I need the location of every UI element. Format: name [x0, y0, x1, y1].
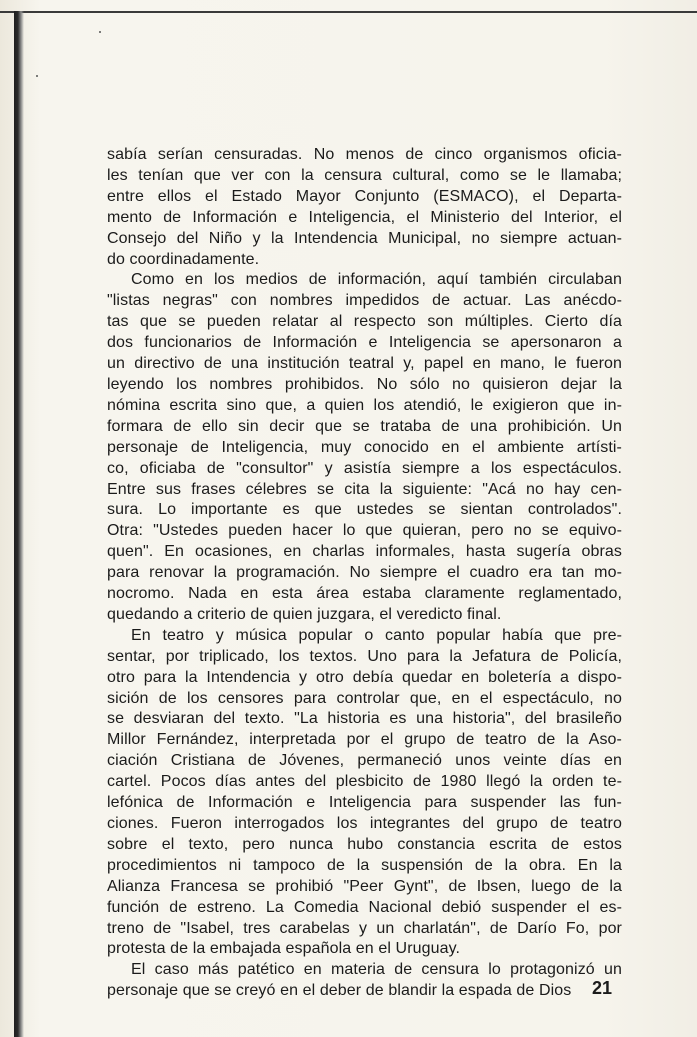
text-line: procedimientos ni tampoco de la suspensión de la obra. En la [107, 856, 622, 874]
body-text [107, 145, 622, 1002]
text-line: para renovar la programación. No siempre el cuadro era tan mo- [107, 564, 622, 582]
print-speck [99, 31, 101, 33]
text-line: En teatro y música popular o canto popular había que pre- [131, 626, 622, 644]
text-line: un directivo de una institución teatral y, papel en mano, le fueron [107, 355, 622, 373]
print-speck [36, 75, 38, 77]
text-line: Entre sus frases célebres se cita la siguiente: "Acá no hay cen- [107, 480, 622, 498]
text-line: nocromo. Nada en esta área estaba claramente reglamentado, [107, 585, 622, 603]
text-line: función de estreno. La Comedia Nacional debió suspender el es- [107, 898, 622, 916]
text-line: ciones. Fueron interrogados los integrantes del grupo de teatro [107, 815, 622, 832]
text-line: Como en los medios de información, aquí también circulaban [131, 271, 622, 289]
text-line: treno de "Isabel, tres carabelas y un charlatán", de Darío Fo, por [107, 919, 622, 937]
text-line: Millor Fernández, interpretada por el grupo de teatro de la Aso- [107, 731, 622, 749]
text-line: sición de los censores para controlar que, en el espectáculo, no [107, 689, 622, 707]
text-line: entre ellos el Estado Mayor Conjunto (ESMACO), el Departa- [107, 187, 622, 205]
paragraph [107, 960, 622, 1002]
text-line: formara de ello sin decir que se trataba de una prohibición. Un [107, 417, 622, 435]
text-line: les tenían que ver con la censura cultural, como se le llamaba; [107, 166, 622, 184]
top-edge-rule [0, 11, 697, 13]
text-line: ciación Cristiana de Jóvenes, permaneció unos veinte días en [107, 752, 622, 770]
text-line: quedando a criterio de quien juzgara, el veredicto final. [107, 605, 502, 623]
text-line: sobre el texto, pero nunca hubo constancia escrita de estos [107, 835, 622, 853]
paragraph [107, 626, 622, 961]
text-line: sentar, por triplicado, los textos. Uno para la Jefatura de Policía, [107, 647, 622, 665]
text-line: quen". En ocasiones, en charlas informales, hasta sugería obras [107, 543, 622, 561]
text-line: Otra: "Ustedes pueden hacer lo que quieran, pero no se equivo- [107, 522, 622, 540]
text-line: do coordinadamente. [107, 250, 260, 268]
text-line: cartel. Pocos días antes del plesbicito de 1980 llegó la orden te- [107, 773, 622, 791]
text-line: protesta de la embajada española en el Uruguay. [107, 940, 461, 958]
text-line: dos funcionarios de Información e Inteligencia se apersonaron a [107, 334, 622, 352]
text-line: mento de Información e Inteligencia, el Ministerio del Interior, el [107, 208, 622, 226]
text-line: sura. Lo importante es que ustedes se sientan controlados". [107, 501, 622, 519]
text-line: nómina escrita sino que, a quien los atendió, le exigieron que in- [107, 396, 622, 414]
text-line: sabía serían censuradas. No menos de cinco organismos oficia- [107, 146, 622, 163]
text-line: Consejo del Niño y la Intendencia Municipal, no siempre actuan- [107, 229, 622, 247]
text-line: otro para la Intendencia y otro debía quedar en boletería a dispo- [107, 668, 622, 686]
text-line: personaje que se creyó en el deber de blandir la espada de Dios [107, 982, 572, 1000]
text-line: tas que se pueden relatar al respecto son múltiples. Cierto día [107, 313, 622, 331]
paragraph [107, 145, 622, 270]
text-line: Alianza Francesa se prohibió "Peer Gynt", de Ibsen, luego de la [107, 877, 622, 895]
text-line: lefónica de Información e Inteligencia para suspender las fun- [107, 794, 622, 812]
text-line: co, oficiaba de "consultor" y asistía siempre a los espectáculos. [107, 459, 622, 477]
paragraph [107, 270, 622, 625]
page-number: 21 [592, 978, 613, 998]
text-line: "listas negras" con nombres impedidos de actuar. Las anécdo- [107, 292, 622, 310]
text-line: leyendo los nombres prohibidos. No sólo no quisieron dejar la [107, 375, 622, 393]
text-line: se desviaran del texto. "La historia es una historia", del brasileño [107, 710, 622, 728]
text-line: personaje de Inteligencia, muy conocido en el ambiente artísti- [107, 438, 622, 456]
text-line: El caso más patético en materia de censura lo protagonizó un [131, 961, 622, 979]
book-spine-shadow [14, 11, 24, 1037]
